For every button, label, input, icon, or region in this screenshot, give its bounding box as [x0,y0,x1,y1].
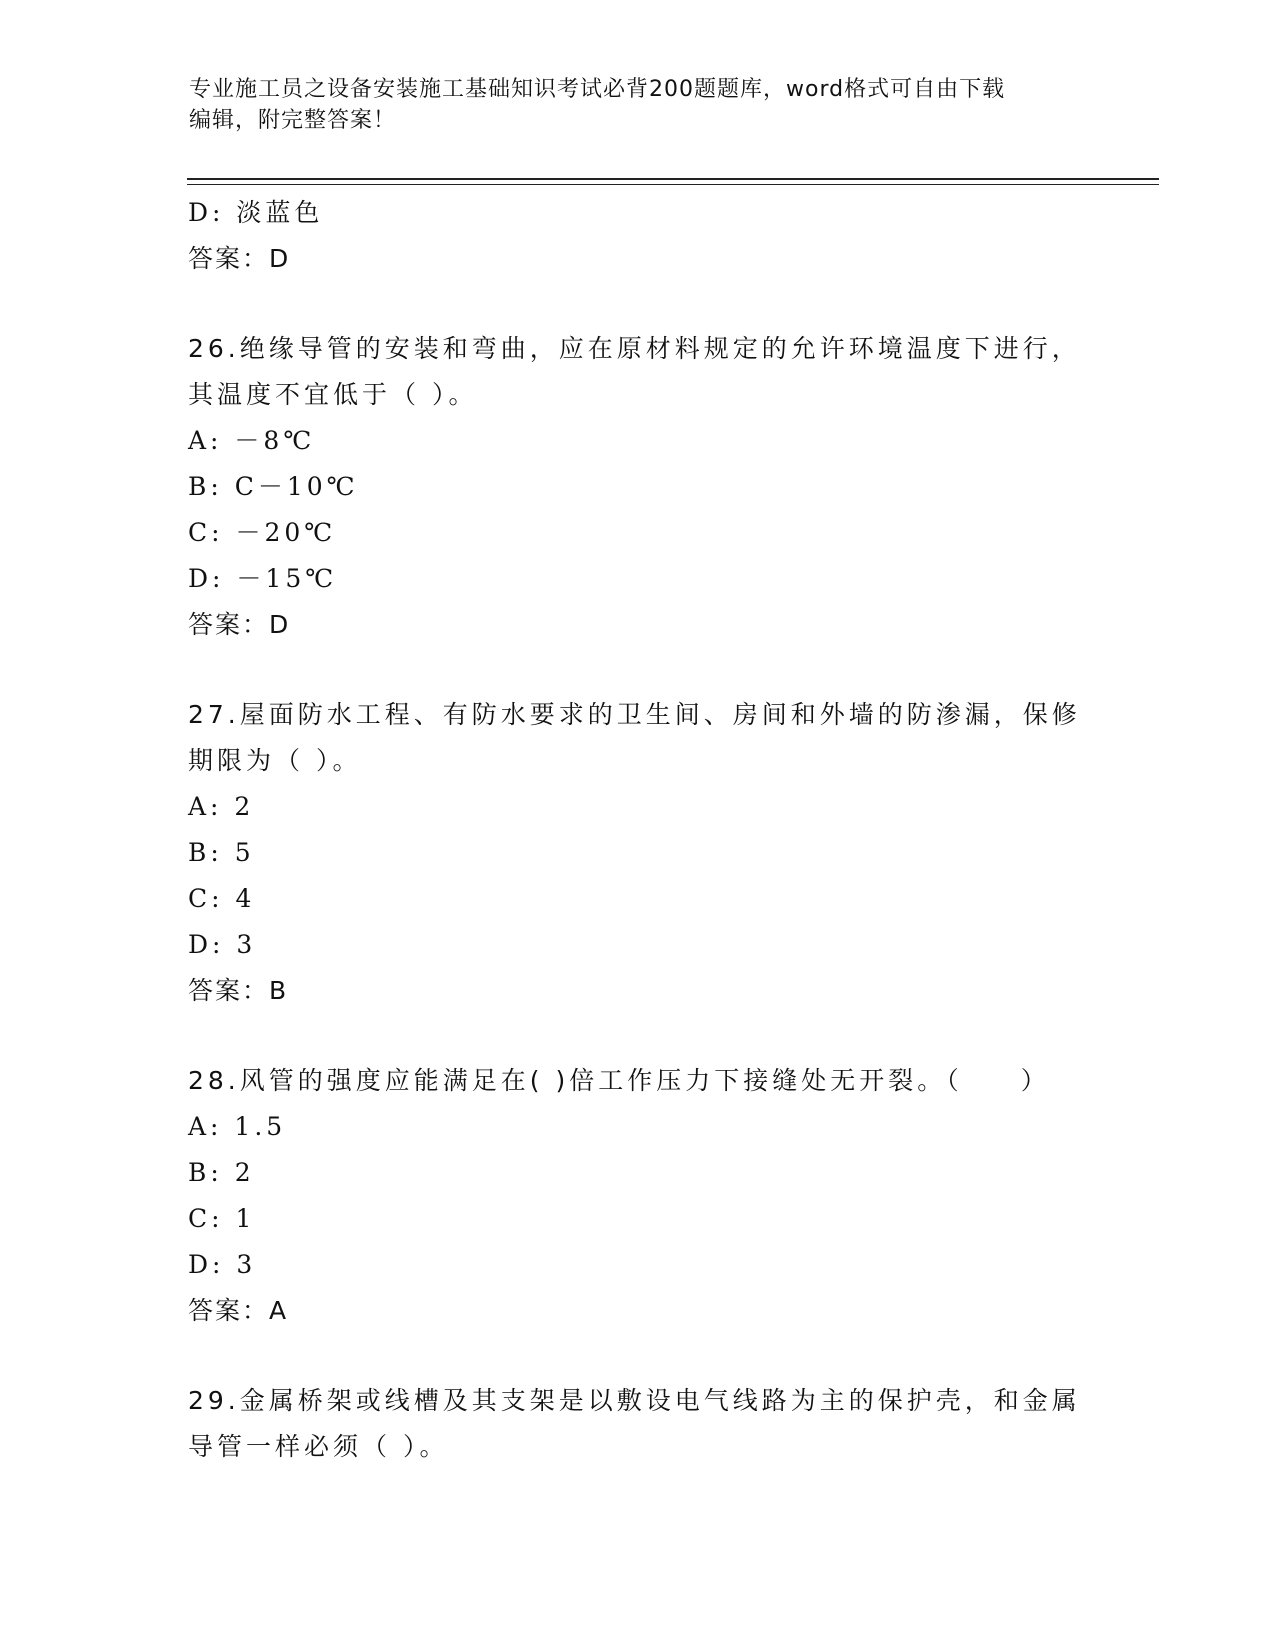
question-text-line-1: 27.屋面防水工程、有防水要求的卫生间、房间和外墙的防渗漏，保修 [188,700,1081,729]
page-header [189,74,1089,136]
option-b: B: C－10℃ [188,472,359,501]
previous-question-tail [188,190,1108,282]
header-line-1: 专业施工员之设备安装施工基础知识考试必背200题题库，word格式可自由下载 [189,77,1006,102]
question-text-line-1: 28.风管的强度应能满足在( )倍工作压力下接缝处无开裂。（ ） [188,1066,1050,1095]
option-a: A: －8℃ [188,426,316,455]
answer-line: 答案：D [188,610,291,639]
question-28 [188,1058,1108,1334]
option-d: D: －15℃ [188,564,338,593]
question-text-line-1: 26.绝缘导管的安装和弯曲，应在原材料规定的允许环境温度下进行， [188,334,1081,363]
option-d: D: 淡蓝色 [188,198,324,227]
option-a: A: 2 [188,792,255,821]
option-d: D: 3 [188,930,257,959]
option-b: B: 2 [188,1158,255,1187]
option-c: C: 4 [188,884,256,913]
answer-line: 答案：D [188,244,291,273]
option-a: A: 1.5 [188,1112,287,1141]
question-text-line-2: 期限为（ ）。 [188,746,362,775]
option-c: C: 1 [188,1204,256,1233]
question-text-line-2: 导管一样必须（ ）。 [188,1432,449,1461]
question-text-line-1: 29.金属桥架或线槽及其支架是以敷设电气线路为主的保护壳，和金属 [188,1386,1081,1415]
question-text-line-2: 其温度不宜低于（ ）。 [188,380,478,409]
option-b: B: 5 [188,838,255,867]
question-27 [188,692,1108,1014]
answer-line: 答案：B [188,976,289,1005]
question-26 [188,326,1108,648]
option-d: D: 3 [188,1250,257,1279]
question-29 [188,1378,1108,1470]
header-divider-thin [187,184,1159,185]
header-line-2: 编辑，附完整答案！ [189,108,397,133]
option-c: C: －20℃ [188,518,337,547]
answer-line: 答案：A [188,1296,289,1325]
question-list [188,190,1108,1470]
header-divider-thick [187,178,1159,180]
